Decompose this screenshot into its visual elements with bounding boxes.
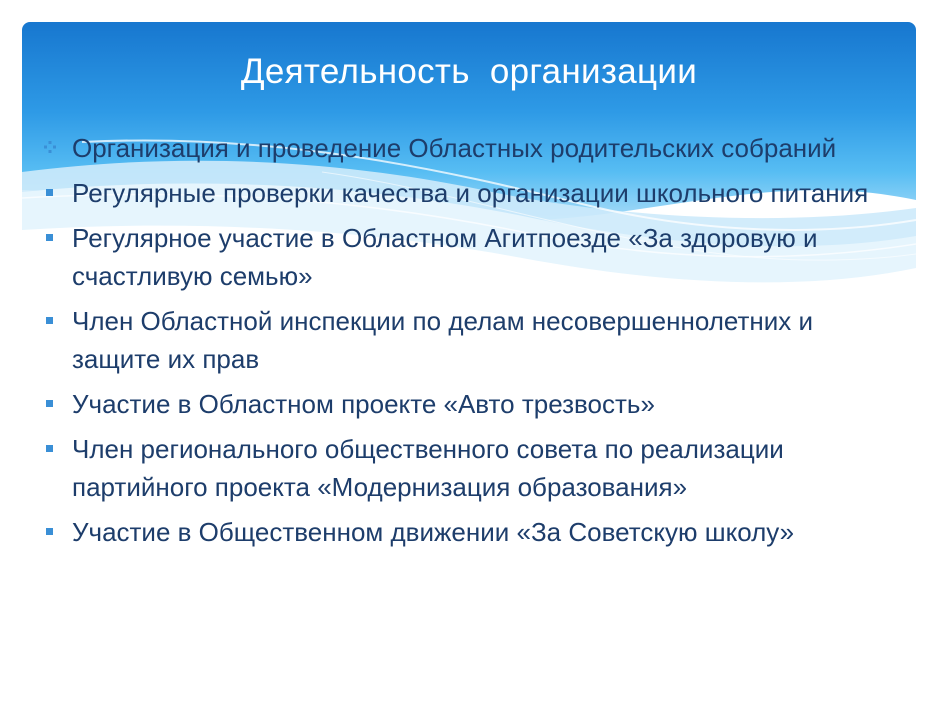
square-bullet-icon (46, 189, 53, 196)
list-item (44, 513, 904, 551)
bullet-list (44, 129, 904, 558)
square-bullet-icon (46, 528, 53, 535)
list-item-text: Член регионального общественного совета по реализации партийного проекта «Модернизация образования» (72, 434, 784, 502)
list-item-text: Регулярные проверки качества и организации школьного питания (72, 178, 869, 208)
list-item-text: Член Областной инспекции по делам несовершеннолетних и защите их прав (72, 306, 814, 374)
list-item (44, 219, 904, 295)
list-item-text: Участие в Общественном движении «За Советскую школу» (72, 517, 795, 547)
list-item (44, 430, 904, 506)
diamond-bullet-icon (44, 141, 56, 153)
list-item-text: Регулярное участие в Областном Агитпоезде «За здоровую и счастливую семью» (72, 223, 818, 291)
square-bullet-icon (46, 400, 53, 407)
list-item (44, 385, 904, 423)
list-item (44, 174, 904, 212)
square-bullet-icon (46, 317, 53, 324)
square-bullet-icon (46, 234, 53, 241)
list-item (44, 302, 904, 378)
slide-title: Деятельность организации (240, 52, 698, 91)
list-item-text: Участие в Областном проекте «Авто трезвость» (72, 389, 655, 419)
list-item-text: Организация и проведение Областных родительских собраний (72, 133, 837, 163)
list-item (44, 129, 904, 167)
square-bullet-icon (46, 445, 53, 452)
